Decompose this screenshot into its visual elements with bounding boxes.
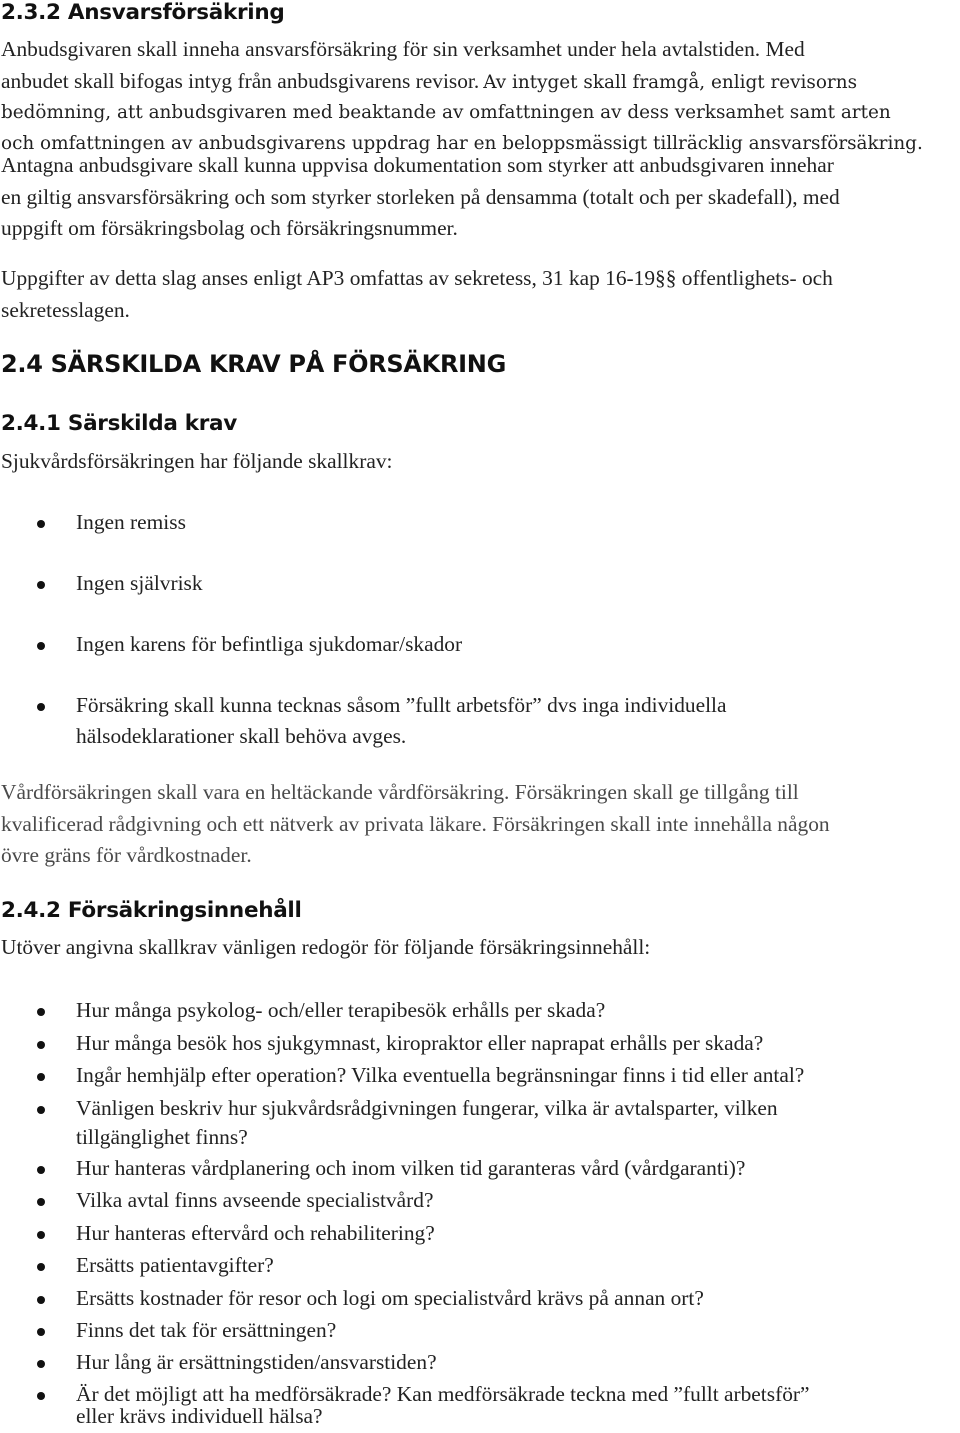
section-heading-2-4-2: 2.4.2 Försäkringsinnehåll xyxy=(1,898,302,923)
list-item-text: Ingår hemhjälp efter operation? Vilka eventuella begränsningar finns i tid eller antal? xyxy=(76,1063,805,1087)
list-item-text: Hur hanteras eftervård och rehabilitering? xyxy=(76,1221,435,1245)
bullet-icon xyxy=(37,1041,45,1049)
list-item-text: Ingen självrisk xyxy=(76,571,203,595)
section-intro: Sjukvårdsförsäkringen har följande skallkrav: xyxy=(1,449,393,473)
paragraph-line: Vårdförsäkringen skall vara en heltäckande vårdförsäkring. Försäkringen skall ge tillgång till xyxy=(1,780,799,804)
paragraph-insurance-requirement xyxy=(1,34,923,159)
bullet-icon xyxy=(37,703,45,711)
paragraph-line: uppgift om försäkringsbolag och försäkringsnummer. xyxy=(1,216,458,240)
section-intro: Utöver angivna skallkrav vänligen redogör för följande försäkringsinnehåll: xyxy=(1,935,651,959)
list-item-text: Ingen karens för befintliga sjukdomar/skador xyxy=(76,632,463,656)
list-item-text: Vilka avtal finns avseende specialistvård? xyxy=(76,1188,434,1212)
paragraph-line: Antagna anbudsgivare skall kunna uppvisa dokumentation som styrker att anbudsgivaren innehar xyxy=(1,153,834,177)
section-heading-2-3-2: 2.3.2 Ansvarsförsäkring xyxy=(1,0,285,25)
paragraph-confidentiality xyxy=(1,263,833,326)
list-item-text: Försäkring skall kunna tecknas såsom ”fullt arbetsför” dvs inga individuella xyxy=(76,693,727,717)
bullet-icon xyxy=(37,1073,45,1081)
bullet-icon xyxy=(37,1360,45,1368)
paragraph-line: kvalificerad rådgivning och ett nätverk av privata läkare. Försäkringen skall inte innehålla någon xyxy=(1,811,830,836)
bullet-icon xyxy=(37,642,45,650)
list-item-text: Är det möjligt att ha medförsäkrade? Kan medförsäkrade teckna med ”fullt arbetsför” xyxy=(76,1382,810,1406)
list-item-text: Finns det tak för ersättningen? xyxy=(76,1318,337,1342)
section-heading-2-4: 2.4 SÄRSKILDA KRAV PÅ FÖRSÄKRING xyxy=(1,350,506,378)
paragraph-line-mixed xyxy=(1,66,923,98)
list-item-text-continued: tillgänglighet finns? xyxy=(76,1125,248,1149)
bullet-icon xyxy=(37,1231,45,1239)
paragraph-line: en giltig ansvarsförsäkring och som styrker storleken på densamma (totalt och per skadefall), med xyxy=(1,184,840,209)
list-item-text-continued: hälsodeklarationer skall behöva avges. xyxy=(76,724,407,748)
list-item-text: Hur hanteras vårdplanering och inom vilken tid garanteras vård (vårdgaranti)? xyxy=(76,1156,746,1180)
paragraph-line: övre gräns för vårdkostnader. xyxy=(1,843,252,867)
bullet-icon xyxy=(37,1198,45,1206)
bullet-icon xyxy=(37,1392,45,1400)
list-item-text-continued: eller krävs individuell hälsa? xyxy=(76,1404,323,1428)
paragraph-line: Anbudsgivaren skall inneha ansvarsförsäkring för sin verksamhet under hela avtalstiden. Med xyxy=(1,37,805,61)
list-item-text: Ersätts kostnader för resor och logi om specialistvård krävs på annan ort? xyxy=(76,1286,704,1310)
list-item-text: Vänligen beskriv hur sjukvårdsrådgivningen fungerar, vilka är avtalsparter, vilken xyxy=(76,1096,778,1120)
paragraph-care-insurance xyxy=(1,777,830,872)
bullet-icon xyxy=(37,1263,45,1271)
paragraph-documentation xyxy=(1,150,840,245)
bullet-icon xyxy=(37,1296,45,1304)
list-item-text: Ingen remiss xyxy=(76,510,186,534)
paragraph-line: sekretesslagen. xyxy=(1,297,130,322)
list-item-text: Hur många besök hos sjukgymnast, kiropraktor eller naprapat erhålls per skada? xyxy=(76,1031,764,1055)
paragraph-line: bedömning, att anbudsgivaren med beaktande av omfattningen av dess verksamhet samt arten xyxy=(1,102,891,123)
bullet-icon xyxy=(37,1008,45,1016)
paragraph-text: anbudet skall bifogas intyg från anbudsgivarens revisor. xyxy=(1,68,480,93)
paragraph-line: och omfattningen av anbudsgivarens uppdrag har en beloppsmässigt tillräcklig ansvarsförsäkring. xyxy=(1,133,923,154)
section-heading-2-4-1: 2.4.1 Särskilda krav xyxy=(1,411,237,436)
bullet-icon xyxy=(37,581,45,589)
bullet-icon xyxy=(37,1166,45,1174)
list-item-text: Ersätts patientavgifter? xyxy=(76,1253,274,1277)
list-item-text: Hur lång är ersättningstiden/ansvarstiden? xyxy=(76,1350,437,1374)
paragraph-text: Av intyget skall framgå, enligt revisorns xyxy=(483,71,858,93)
bullet-icon xyxy=(37,1328,45,1336)
paragraph-line: Uppgifter av detta slag anses enligt AP3 omfattas av sekretess, 31 kap 16-19§§ offentlighets- och xyxy=(1,266,833,290)
bullet-icon xyxy=(37,520,45,528)
list-item-text: Hur många psykolog- och/eller terapibesök erhålls per skada? xyxy=(76,998,606,1022)
bullet-icon xyxy=(37,1106,45,1114)
